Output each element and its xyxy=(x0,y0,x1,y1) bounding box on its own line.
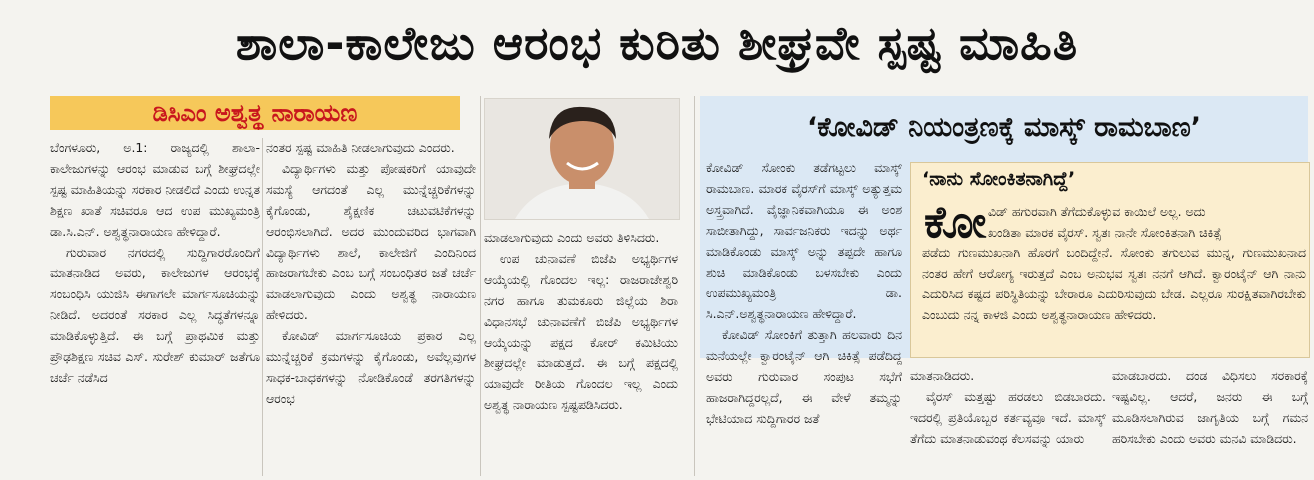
article-column-2 xyxy=(266,138,476,476)
portrait-illustration xyxy=(485,99,679,219)
article-column-6 xyxy=(1112,366,1308,476)
inset-line-1: ವಿಡ್ ಹಗುರವಾಗಿ ತೆಗೆದುಕೊಳ್ಳುವ ಕಾಯಿಲೆ ಅಲ್ಲ. ಅದು xyxy=(988,204,1206,219)
column-divider xyxy=(262,138,263,476)
covid-mask-title: ‘ಕೋವಿಡ್ ನಿಯಂತ್ರಣಕ್ಕೆ ಮಾಸ್ಕ್ ರಾಮಬಾಣ’ xyxy=(806,112,1202,143)
article-column-4 xyxy=(706,158,902,476)
column-3-para-2: ಉಪ ಚುನಾವಣೆ ಬಿಜೆಪಿ ಅಭ್ಯರ್ಥಿಗಳ ಆಯ್ಕೆಯಲ್ಲಿ ಗೊಂದಲ ಇಲ್ಲ: ರಾಜರಾಜೇಶ್ವರಿ ನಗರ ಹಾಗೂ ತುಮಕೂರು ಜಿಲ್ಲೆಯ ಶಿರಾ ವಿಧಾನಸಭೆ ಚುನಾವಣೆಗೆ ಬಿಜೆಪಿ ಅಭ್ಯರ್ಥಿಗಳ ಆಯ್ಕೆಯನ್ನು ಪಕ್ಷದ ಕೋರ್ ಕಮಿಟಿಯು ಶೀಘ್ರದಲ್ಲೇ ಮಾಡುತ್ತದೆ. ಈ ಬಗ್ಗೆ ಪಕ್ಷದಲ್ಲಿ ಯಾವುದೇ ರೀತಿಯ ಗೊಂದಲ ಇಲ್ಲ ಎಂದು ಅಶ್ವತ್ಥ ನಾರಾಯಣ ಸ್ಪಷ್ಟಪಡಿಸಿದರು. xyxy=(484,250,678,413)
column-2-para-2: ವಿದ್ಯಾರ್ಥಿಗಳು ಮತ್ತು ಪೋಷಕರಿಗೆ ಯಾವುದೇ ಸಮಸ್ಯೆ ಆಗದಂತೆ ಎಲ್ಲ ಮುನ್ನೆಚ್ಚರಿಕೆಗಳನ್ನು ಕೈಗೊಂಡು, ಶೈಕ್ಷಣಿಕ ಚಟುವಟಿಕೆಗಳನ್ನು ಆರಂಭಿಸಲಾಗಿದೆ. ಅದರ ಮುಂದುವರಿದ ಭಾಗವಾಗಿ ವಿದ್ಯಾರ್ಥಿಗಳು ಶಾಲೆ, ಕಾಲೇಜಿಗೆ ಎಂದಿನಿಂದ ಹಾಜರಾಗಬೇಕು ಎಂಬ ಬಗ್ಗೆ ಸಂಬಂಧಿತರ ಜತೆ ಚರ್ಚೆ ಮಾಡಲಾಗುವುದು ಎಂದು ಅಶ್ವತ್ಥ ನಾರಾಯಣ ಹೇಳಿದರು. xyxy=(266,160,476,323)
article-column-3 xyxy=(484,228,678,476)
article-column-1 xyxy=(50,138,260,476)
column-1-para-2: ಗುರುವಾರ ನಗರದಲ್ಲಿ ಸುದ್ದಿಗಾರರೊಂದಿಗೆ ಮಾತನಾಡಿದ ಅವರು, ಕಾಲೇಜುಗಳ ಆರಂಭಕ್ಕೆ ಸಂಬಂಧಿಸಿ ಯುಜಿಸಿ ಈಗಾಗಲೇ ಮಾರ್ಗಸೂಚಿಯನ್ನು ನೀಡಿದೆ. ಅದರಂತೆ ಸರಕಾರ ಎಲ್ಲ ಸಿದ್ಧತೆಗಳನ್ನೂ ಮಾಡಿಕೊಳ್ಳುತ್ತಿದೆ. ಈ ಬಗ್ಗೆ ಪ್ರಾಥಮಿಕ ಮತ್ತು ಪ್ರೌಢಶಿಕ್ಷಣ ಸಚಿವ ಎಸ್. ಸುರೇಶ್ ಕುಮಾರ್ ಜತೆಗೂ ಚರ್ಚೆ ನಡೆಸಿದ xyxy=(50,244,260,385)
column-divider xyxy=(694,96,695,476)
column-divider xyxy=(480,96,481,476)
inset-title: ‘ನಾನು ಸೋಂಕಿತನಾಗಿದ್ದೆ’ xyxy=(922,168,1076,190)
column-3-para-1: ಮಾಡಲಾಗುವುದು ಎಂದು ಅವರು ತಿಳಿಸಿದರು. xyxy=(484,230,660,245)
column-6-para-1: ಮಾಡಬಾರದು. ದಂಡ ವಿಧಿಸಲು ಸರಕಾರಕ್ಕೆ ಇಷ್ಟವಿಲ್ಲ. ಆದರೆ, ಜನರು ಈ ಬಗ್ಗೆ ಮೂಡಿಸಲಾಗಿರುವ ಜಾಗೃತಿಯ ಬಗ್ಗೆ ಗಮನ ಹರಿಸಬೇಕು ಎಂದು ಅವರು ಮನವಿ ಮಾಡಿದರು. xyxy=(1112,368,1308,446)
column-2-para-1: ನಂತರ ಸ್ಪಷ್ಟ ಮಾಹಿತಿ ನೀಡಲಾಗುವುದು ಎಂದರು. xyxy=(266,140,455,155)
column-5-para-1: ಮಾತನಾಡಿದರು. xyxy=(910,368,975,383)
inset-line-2: ಖಂಡಿತಾ ಮಾರಕ ವೈರಸ್. ಸ್ವತಃ ನಾನೇ ಸೋಂಕಿತನಾಗಿ ಚಿಕಿತ್ಸೆ xyxy=(988,224,1222,240)
article-column-5 xyxy=(910,366,1106,476)
headline: ಶಾಲಾ-ಕಾಲೇಜು ಆರಂಭ ಕುರಿತು ಶೀಘ್ರವೇ ಸ್ಪಷ್ಟ ಮಾಹಿತಿ xyxy=(235,16,1079,70)
column-2-para-3: ಕೋವಿಡ್ ಮಾರ್ಗಸೂಚಿಯ ಪ್ರಕಾರ ಎಲ್ಲ ಮುನ್ನೆಚ್ಚರಿಕೆ ಕ್ರಮಗಳನ್ನು ಕೈಗೊಂಡು, ಅವೆಲ್ಲವುಗಳ ಸಾಧಕ-ಬಾಧಕಗಳನ್ನು ನೋಡಿಕೊಂಡೆ ತರಗತಿಗಳನ್ನು ಆರಂಭ xyxy=(266,328,476,406)
subhead-dcm: ಡಿಸಿಎಂ ಅಶ್ವತ್ಥ ನಾರಾಯಣ xyxy=(50,96,460,130)
column-1-para-1: ಬೆಂಗಳೂರು, ಅ.1: ರಾಜ್ಯದಲ್ಲಿ ಶಾಲಾ-ಕಾಲೇಜುಗಳನ್ನು ಆರಂಭ ಮಾಡುವ ಬಗ್ಗೆ ಶೀಘ್ರದಲ್ಲೇ ಸ್ಪಷ್ಟ ಮಾಹಿತಿಯನ್ನು ಸರಕಾರ ನೀಡಲಿದೆ ಎಂದು ಉನ್ನತ ಶಿಕ್ಷಣ ಖಾತೆ ಸಚಿವರೂ ಆದ ಉಪ ಮುಖ್ಯಮಂತ್ರಿ ಡಾ.ಸಿ.ಎನ್. ಅಶ್ವತ್ಥನಾರಾಯಣ ಹೇಳಿದ್ದಾರೆ. xyxy=(50,140,260,239)
inset-body xyxy=(922,197,1306,326)
portrait-photo xyxy=(484,98,680,220)
column-5-para-2: ವೈರಸ್ ಮತ್ತಷ್ಟು ಹರಡಲು ಬಿಡಬಾರದು. ಇದರಲ್ಲಿ ಪ್ರತಿಯೊಬ್ಬರ ಕರ್ತವ್ಯವೂ ಇದೆ. ಮಾಸ್ಕ್ ತೆಗೆದು ಮಾತನಾಡುವಂಥ ಕೆಲಸವನ್ನು ಯಾರು xyxy=(910,388,1106,446)
column-4-para-2: ಕೋವಿಡ್ ಸೋಂಕಿಗೆ ತುತ್ತಾಗಿ ಹಲವಾರು ದಿನ ಮನೆಯಲ್ಲೇ ಕ್ವಾರಂಟೈನ್ ಆಗಿ ಚಿಕಿತ್ಸೆ ಪಡೆದಿದ್ದ ಅವರು ಗುರುವಾರ ಸಂಪುಟ ಸಭೆಗೆ ಹಾಜರಾಗಿದ್ದರಲ್ಲದೆ, ಈ ವೇಳೆ ತಮ್ಮನ್ನು ಭೇಟಿಯಾದ ಸುದ್ದಿಗಾರರ ಜತೆ xyxy=(706,327,902,426)
column-4-para-1: ಕೋವಿಡ್ ಸೋಂಕು ತಡೆಗಟ್ಟಲು ಮಾಸ್ಕ್ ರಾಮಬಾಣ. ಮಾರಕ ವೈರಸ್‌ಗೆ ಮಾಸ್ಕ್ ಅತ್ಯುತ್ತಮ ಅಸ್ತ್ರವಾಗಿದೆ. ವೈಜ್ಞಾನಿಕವಾಗಿಯೂ ಈ ಅಂಶ ಸಾಬೀತಾಗಿದ್ದು, ಸಾರ್ವಜನಿಕರು ಇದನ್ನು ಅರ್ಥ ಮಾಡಿಕೊಂಡು ಮಾಸ್ಕ್ ಅನ್ನು ತಪ್ಪದೇ ಹಾಗೂ ಶುಚಿ ಮಾಡಿಕೊಂಡು ಬಳಸಬೇಕು ಎಂದು ಉಪಮುಖ್ಯಮಂತ್ರಿ ಡಾ. ಸಿ.ಎನ್.ಅಶ್ವತ್ಥನಾರಾಯಣ ಹೇಳಿದ್ದಾರೆ. xyxy=(706,160,902,322)
inset-rest: ಪಡೆದು ಗುಣಮುಖನಾಗಿ ಹೊರಗೆ ಬಂದಿದ್ದೇನೆ. ಸೋಂಕು ತಗುಲುವ ಮುನ್ನ, ಗುಣಮುಖನಾದ ನಂತರ ಹೇಗೆ ಆರೋಗ್ಯ ಇರುತ್ತದೆ ಎಂಬ ಅನುಭವ ಸ್ವತಃ ನನಗೆ ಆಗಿದೆ. ಕ್ವಾರಂಟೈನ್ ಆಗಿ ನಾನು ಎದುರಿಸಿದ ಕಷ್ಟದ ಪರಿಸ್ಥಿತಿಯನ್ನು ಬೇರಾರೂ ಎದುರಿಸುವುದು ಬೇಡ. ಎಲ್ಲರೂ ಸುರಕ್ಷಿತವಾಗಿರಬೇಕು ಎಂಬುದು ನನ್ನ ಕಾಳಜಿ ಎಂದು ಅಶ್ವತ್ಥನಾರಾಯಣ ಹೇಳಿದರು. xyxy=(922,245,1306,322)
inset-dropcap: ಕೋ xyxy=(924,197,987,248)
